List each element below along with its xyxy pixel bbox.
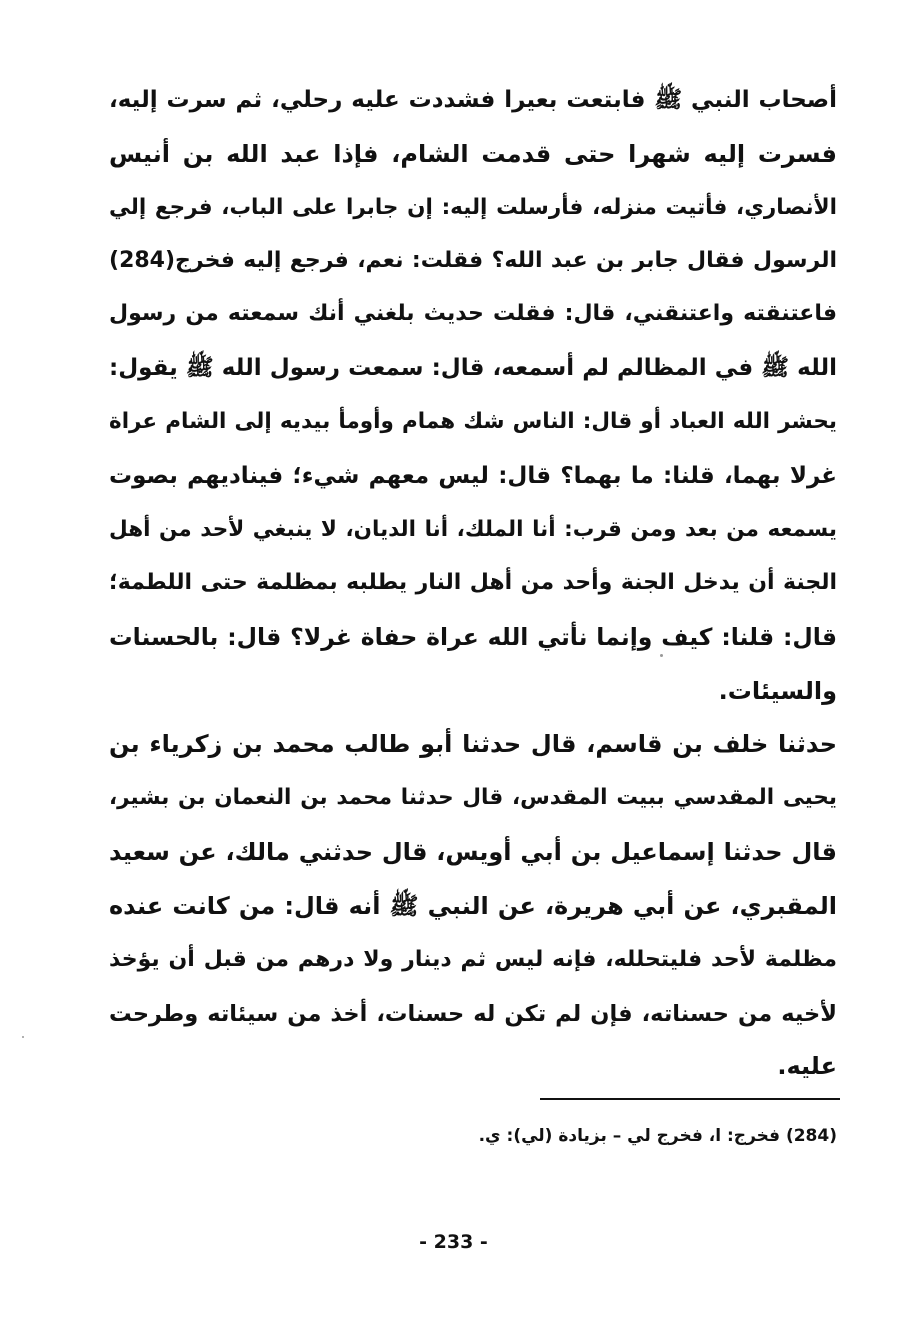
text-line: قال: قلنا: كيف وإنما نأتي الله عراة حفاة غرلا؟ قال: بالحسنات: [109, 623, 837, 651]
scan-speck: [660, 654, 663, 657]
text-line: فسرت إليه شهرا حتى قدمت الشام، فإذا عبد الله بن أنيس: [109, 140, 837, 168]
text-line: غرلا بهما، قلنا: ما بهما؟ قال: ليس معهم شيء؛ فيناديهم بصوت: [109, 463, 837, 489]
text-line: عليه.: [777, 1052, 837, 1080]
text-line: الرسول فقال جابر بن عبد الله؟ فقلت: نعم، فرجع إليه فخرج(284): [109, 248, 837, 273]
text-line: أصحاب النبي ﷺ فابتعت بعيرا فشددت عليه رحلي، ثم سرت إليه،: [109, 87, 837, 113]
text-line: يحيى المقدسي ببيت المقدس، قال حدثنا محمد بن النعمان بن بشير،: [109, 785, 837, 810]
text-line: مظلمة لأحد فليتحلله، فإنه ليس ثم دينار ولا درهم من قبل أن يؤخذ: [109, 947, 837, 972]
text-line: الله ﷺ في المظالم لم أسمعه، قال: سمعت رسول الله ﷺ يقول:: [109, 355, 837, 381]
text-line: يسمعه من بعد ومن قرب: أنا الملك، أنا الديان، لا ينبغي لأحد من أهل: [109, 517, 837, 542]
text-line: يحشر الله العباد أو قال: الناس شك همام وأومأ بيديه إلى الشام عراة: [109, 409, 837, 434]
text-line: لأخيه من حسناته، فإن لم تكن له حسنات، أخذ من سيئاته وطرحت: [109, 1001, 837, 1027]
footnote-separator: [540, 1098, 840, 1100]
page-number: - 233 -: [419, 1231, 488, 1253]
text-line: المقبري، عن أبي هريرة، عن النبي ﷺ أنه قال: من كانت عنده: [109, 892, 837, 920]
text-line: قال حدثنا إسماعيل بن أبي أويس، قال حدثني مالك، عن سعيد: [109, 838, 837, 866]
text-line: والسيئات.: [718, 677, 837, 705]
footnote: (284) فخرج: ا، فخرج لي – بزيادة (لي): ي.: [478, 1126, 837, 1146]
scan-speck: [22, 1036, 24, 1038]
text-line: فاعتنقته واعتنقني، قال: فقلت حديث بلغني أنك سمعته من رسول: [109, 301, 837, 326]
text-line: الأنصاري، فأتيت منزله، فأرسلت إليه: إن جابرا على الباب، فرجع إلي: [109, 195, 837, 220]
text-line: الجنة أن يدخل الجنة وأحد من أهل النار يطلبه بمظلمة حتى اللطمة؛: [109, 570, 837, 595]
text-line: حدثنا خلف بن قاسم، قال حدثنا أبو طالب محمد بن زكرياء بن: [109, 730, 837, 758]
